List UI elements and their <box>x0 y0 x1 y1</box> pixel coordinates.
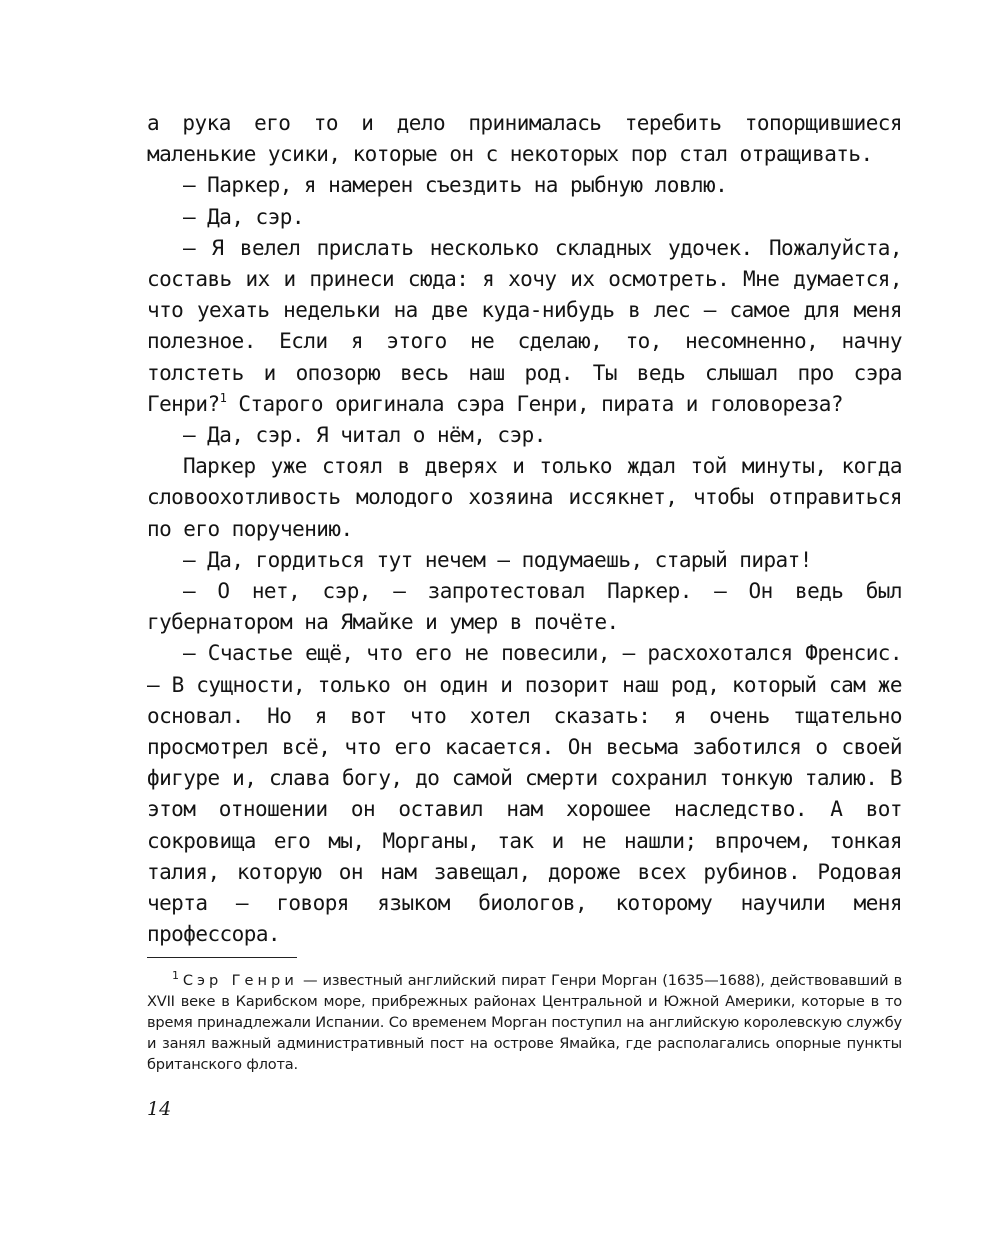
footnote-text: — известный английский пират Генри Морган (1635—1688), действовавший в XVII веке в Карибском море, прибрежных районах Центральной и Южной Америки, которые в то время принадлежали Испании. Со временем Морган поступил на английскую королевскую службу и занял важный административный пост на острове Ямайка, где располагались опорные пункты британского флота. <box>147 972 902 1073</box>
footnote-name: Сэр Генри <box>182 972 298 989</box>
paragraph: — Счастье ещё, что его не повесили, — расхохотался Френсис. — В сущности, только он один и позорит наш род, который сам же основал. Но я вот что хотел сказать: я очень тщательно просмотрел всё, что его касается. Он весьма заботился о своей фигуре и, слава богу, до самой смерти сохранил тонкую талию. В этом отношении он оставил нам хорошее наследство. А вот сокровища его мы, Морганы, так и не нашли; впрочем, тонкая талия, которую он нам завещал, дороже всех рубинов. Родовая черта — говоря языком биологов, которому научили меня профессора. <box>147 641 902 947</box>
footnote <box>147 970 902 1075</box>
paragraph: — Да, сэр. <box>183 204 304 229</box>
paragraph: — Паркер, я намерен съездить на рыбную ловлю. <box>183 173 728 198</box>
footnote-divider <box>147 957 297 958</box>
paragraph: Паркер уже стоял в дверях и только ждал той минуты, когда словоохотливость молодого хозяина иссякнет, чтобы отправиться по его поручению. <box>147 454 902 541</box>
paragraph <box>147 233 902 420</box>
paragraph: — Да, сэр. Я читал о нём, сэр. <box>183 423 546 448</box>
paragraph-text: Старого оригинала сэра Генри, пирата и головореза? <box>226 391 843 416</box>
paragraph: — О нет, сэр, — запротестовал Паркер. — Он ведь был губернатором на Ямайке и умер в почёте. <box>147 579 902 635</box>
page-number: 14 <box>147 1098 172 1120</box>
paragraph: а рука его то и дело принималась теребить топорщившиеся маленькие усики, которые он с некоторых пор стал отращивать. <box>147 111 902 167</box>
main-text <box>147 108 902 950</box>
footnote-number: 1 <box>172 969 179 982</box>
paragraph: — Да, гордиться тут нечем — подумаешь, старый пират! <box>183 547 812 572</box>
paragraph-text: — Я велел прислать несколько складных удочек. Пожалуйста, составь их и принеси сюда: я хочу их осмотреть. Мне думается, что уехать недельки на две куда-нибудь в лес — самое для меня полезное. Если я этого не сделаю, то, несомненно, начну толстеть и опозорю весь наш род. Ты ведь слышал про сэра Генри? <box>147 235 902 416</box>
footnote-reference[interactable]: 1 <box>219 390 227 405</box>
